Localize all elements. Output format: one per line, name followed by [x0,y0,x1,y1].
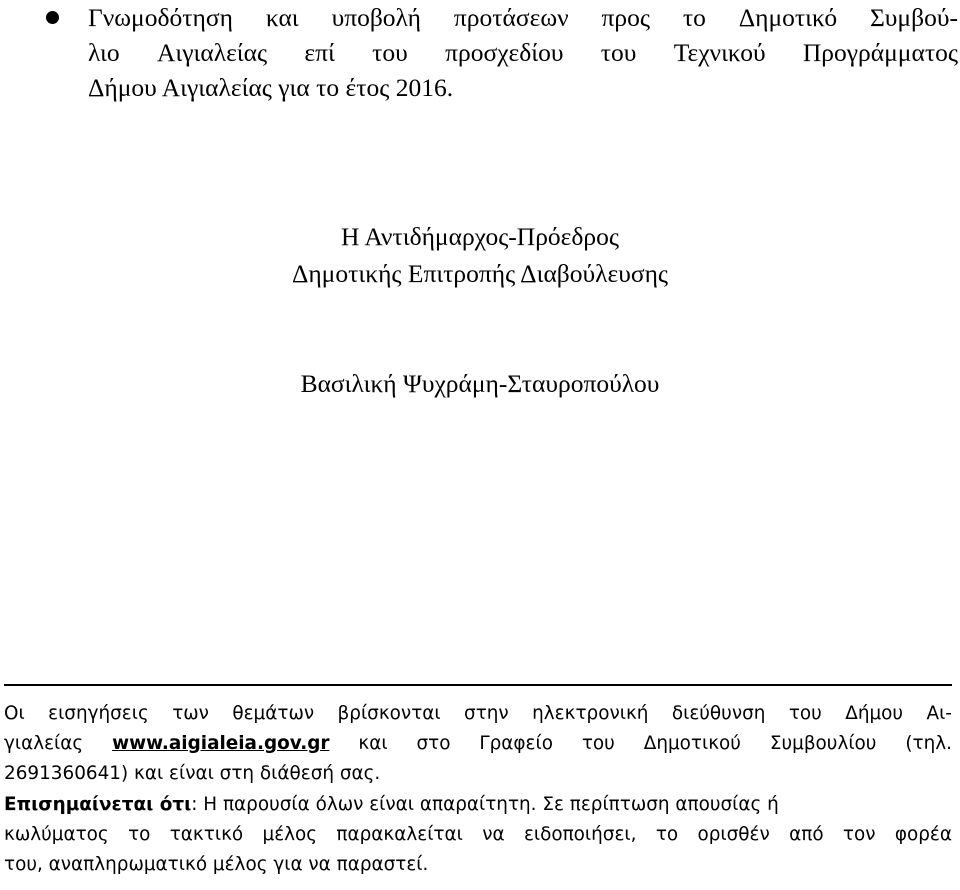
notes-line-6 [4,850,952,880]
notes-word: τακτικό [169,823,244,845]
notes-word: διεύθυνση [671,703,766,724]
agenda-word: επί [304,38,335,67]
bullet-dot-icon [46,11,59,24]
municipality-website-link[interactable]: www.aigialeia.gov.gr [112,733,330,755]
notes-word: εισηγήσεις [48,703,149,724]
notes-paragraph [4,699,952,880]
agenda-word: λιο [88,38,120,67]
notes-line-3 [4,759,952,789]
agenda-word: του [600,38,637,67]
notes-line-1 [4,699,952,729]
agenda-word: το [682,3,706,32]
notes-word: μέλος [262,823,318,845]
notice-emphasis-label: Επισημαίνεται ότι [4,793,192,815]
notes-word: ορισθέν [697,823,770,845]
notes-line-6-text: του, αναπληρωματικό μέλος για να παραστεί. [4,853,429,875]
underline-segment [910,684,952,686]
notes-line-4-text: : Η παρουσία όλων είναι απαραίτητη. Σε περίπτωση απουσίας ή [191,793,779,815]
notes-word: Δήμου [845,703,904,724]
underline-segment [214,684,332,686]
underline-segment [106,684,214,686]
notes-word: του [581,733,615,755]
underline-segment [566,684,672,686]
notes-word: Γραφείο [479,733,553,755]
underline-segment [454,684,566,686]
notes-word: θεμάτων [232,703,315,724]
agenda-line-3: Δήμου Αιγιαλείας για το έτος 2016. [88,73,454,102]
agenda-word: προσχεδίου [445,38,564,67]
underline-segment [332,684,454,686]
notes-word: κωλύματος [4,823,109,845]
notes-word: ειδοποιήσει, [523,823,637,845]
underline-segment [4,684,106,686]
agenda-line-2 [88,35,958,70]
notes-word: τον [842,823,876,845]
notes-word: και [358,733,388,755]
agenda-word: προς [601,3,650,32]
underline-divider [4,681,952,687]
agenda-word: Αιγιαλείας [156,38,268,67]
notes-word: το [128,823,151,845]
notes-word: στην [464,703,509,724]
notes-line-2-prefix: γιαλείας [4,733,84,755]
notes-word: φορέα [894,823,952,845]
agenda-word: Γνωμοδότηση [88,3,233,32]
agenda-word: Τεχνικού [673,38,766,67]
signature-role-line-1: Η Αντιδήμαρχος-Πρόεδρος [341,222,619,251]
underline-segment [802,684,910,686]
notes-word: από [789,823,824,845]
agenda-word: προτάσεων [453,3,569,32]
notes-word: Οι [4,703,25,724]
notes-word: στο [416,733,451,755]
notes-word: Αι- [926,703,952,724]
agenda-line-1 [88,0,958,35]
underline-segment [672,684,802,686]
notes-word: (τηλ. [905,733,952,755]
notes-word: Συμβουλίου [769,733,877,755]
agenda-item-text [88,0,958,105]
agenda-word: Προγράμματος [802,38,958,67]
notes-line-3-text: 2691360641) και είναι στη διάθεσή σας. [4,763,381,785]
agenda-word: Δημοτικό [738,3,838,32]
signature-role-line-2: Δημοτικής Επιτροπής Διαβούλευσης [291,259,669,288]
notes-word: βρίσκονται [337,703,441,724]
notes-word: του [788,703,822,724]
notes-word: να [482,823,505,845]
notes-line-4 [4,790,952,820]
agenda-word: υποβολή [331,3,422,32]
notes-line-5 [4,820,952,850]
notes-word: το [655,823,679,845]
notes-word: ηλεκτρονική [532,703,649,724]
notes-word: Δημοτικού [643,733,741,755]
agenda-word: του [372,38,408,67]
notes-word: παρακαλείται [336,823,463,845]
notes-line-2 [4,729,952,759]
agenda-word: και [265,3,299,32]
signature-name: Βασιλική Ψυχράμη-Σταυροπούλου [300,369,660,398]
notes-word: των [172,703,209,724]
agenda-word: Συμβού- [869,3,958,32]
